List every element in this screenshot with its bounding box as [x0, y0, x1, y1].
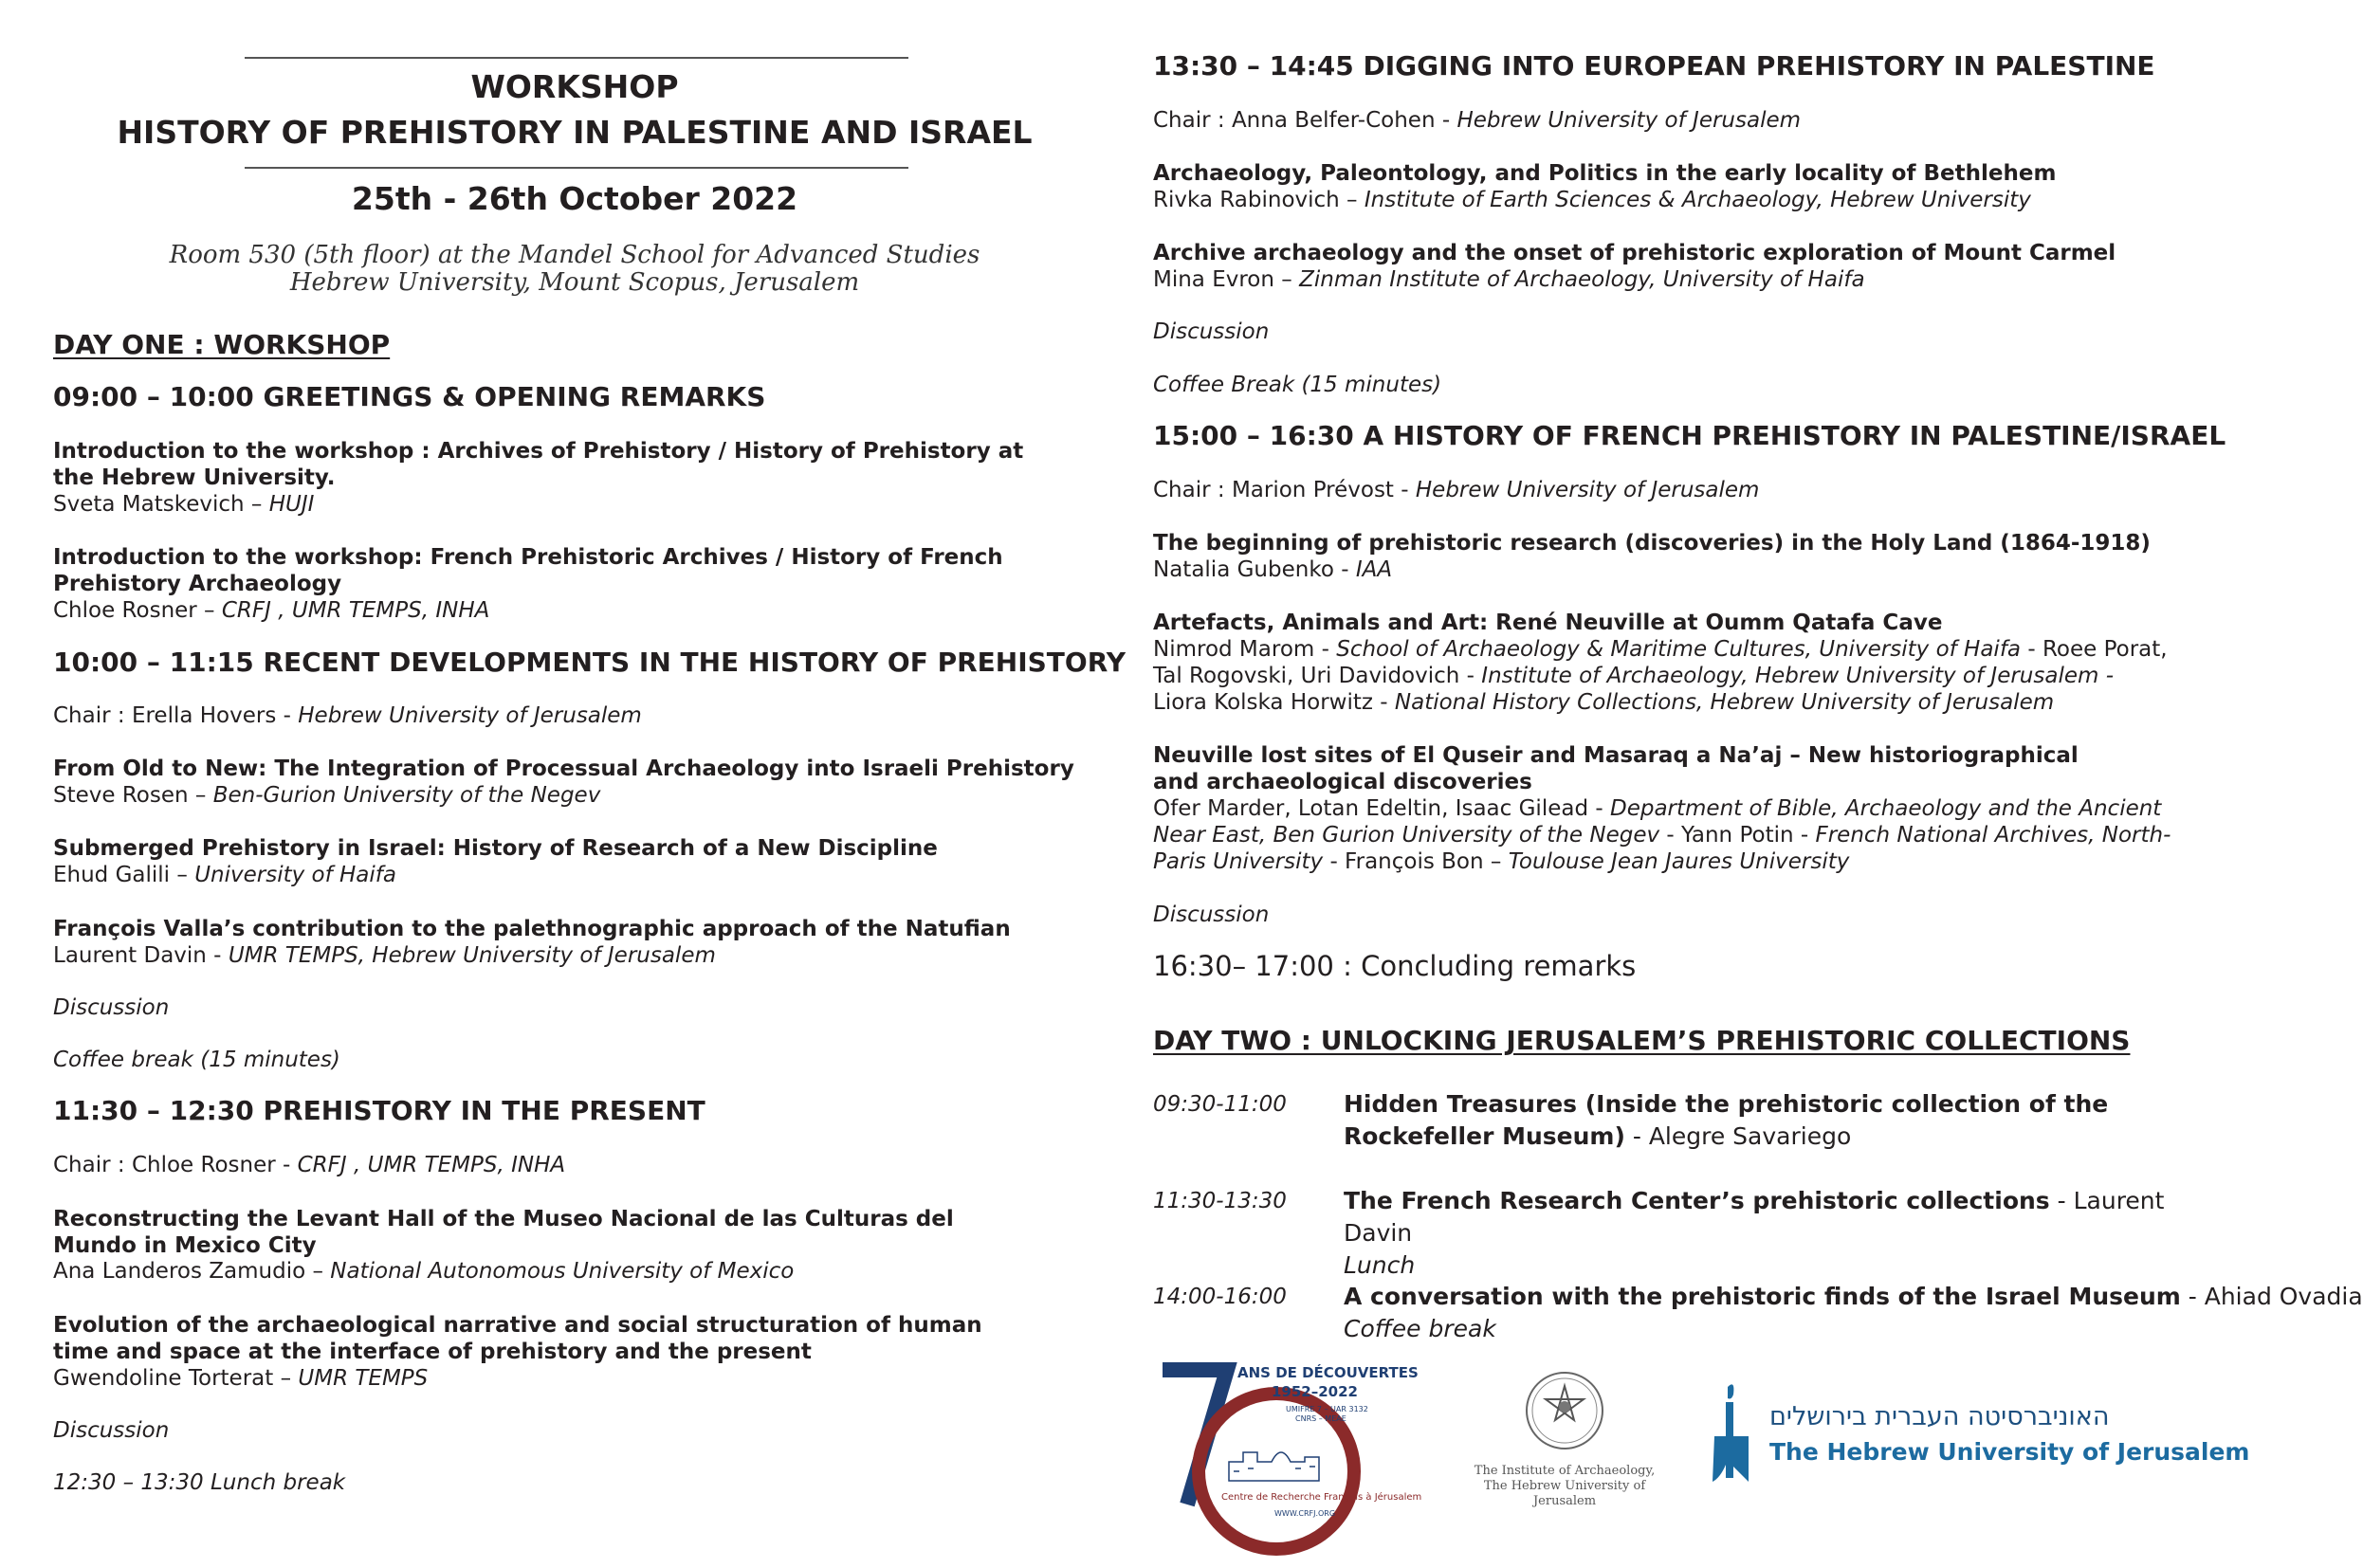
- schedule-title: A conversation with the prehistoric finds of the Israel Museum: [1344, 1283, 2181, 1310]
- chair-affiliation: CRFJ , UMR TEMPS, INHA: [297, 1153, 566, 1177]
- s3-talk-1-speaker: [53, 1258, 794, 1285]
- huji-torch-icon: [1707, 1379, 1764, 1493]
- s4-discussion: Discussion: [1153, 319, 1270, 344]
- s3-talk-2-speaker: [53, 1365, 428, 1392]
- session-4-heading: 13:30 – 14:45 DIGGING INTO EUROPEAN PREHISTORY IN PALESTINE: [1153, 50, 2155, 82]
- speaker-affiliation: UMR TEMPS: [298, 1366, 429, 1391]
- s2-talk-3-title: François Valla’s contribution to the palethnographic approach of the Natufian: [53, 917, 1011, 941]
- schedule-title: The French Research Center’s prehistoric collections: [1344, 1187, 2050, 1214]
- s5-talk-2-speakers-line-1: [1153, 636, 2168, 663]
- s4-talk-1-title: Archaeology, Paleontology, and Politics in the early locality of Bethlehem: [1153, 161, 2057, 186]
- speaker-affiliation: Ben-Gurion University of the Negev: [212, 783, 601, 808]
- chair-name: Chair : Chloe Rosner -: [53, 1153, 298, 1177]
- speaker-affiliation: Zinman Institute of Archaeology, University of Haifa: [1299, 267, 1865, 292]
- venue-line-1: Room 530 (5th floor) at the Mandel School for Advanced Studies: [169, 241, 980, 269]
- speaker-affiliation: UMR TEMPS, Hebrew University of Jerusalem: [228, 943, 716, 968]
- s1-talk-2-speaker: [53, 597, 489, 624]
- schedule-item: [1344, 1185, 2202, 1282]
- s2-talk-1-title: From Old to New: The Integration of Processual Archaeology into Israeli Prehistory: [53, 757, 1074, 781]
- session-2-heading: 10:00 – 11:15 RECENT DEVELOPMENTS IN THE HISTORY OF PREHISTORY: [53, 647, 1127, 678]
- speaker-affiliation: National Autonomous University of Mexico: [330, 1259, 795, 1284]
- s5-talk-3-title: Neuville lost sites of El Quseir and Masaraq a Na’aj – New historiographical and archaeological discoveries: [1153, 743, 2079, 794]
- speaker-affiliation: French National Archives, North-: [1815, 823, 2171, 848]
- speaker-affiliation: Near East, Ben Gurion University of the Negev: [1153, 823, 1660, 848]
- venue: [53, 242, 1096, 297]
- s2-talk-2-speaker: [53, 862, 396, 888]
- header: [53, 64, 1096, 155]
- s2-talk-3-speaker: [53, 942, 716, 969]
- jerusalem-skyline-icon: [1229, 1452, 1319, 1481]
- s2-discussion: Discussion: [53, 995, 170, 1020]
- session-5-heading: 15:00 – 16:30 A HISTORY OF FRENCH PREHISTORY IN PALESTINE/ISRAEL: [1153, 420, 2226, 451]
- s5-talk-3-speakers-line-3: [1153, 848, 1849, 875]
- schedule-title: Hidden Treasures (Inside the prehistoric collection of the Rockefeller Museum): [1344, 1090, 2109, 1150]
- crfj-years-label: ANS DE DÉCOUVERTES: [1237, 1364, 1419, 1381]
- huji-hebrew-name: האוניברסיטה העברית בירושלים: [1769, 1402, 2110, 1431]
- speaker-name: Gwendoline Torterat –: [53, 1366, 299, 1391]
- schedule-speaker: - Ahiad Ovadia: [2180, 1283, 2363, 1310]
- chair-affiliation: Hebrew University of Jerusalem: [1456, 108, 1802, 133]
- chair-name: Chair : Marion Prévost -: [1153, 478, 1416, 502]
- schedule-speaker: - Laurent Davin: [1344, 1187, 2165, 1247]
- speaker-name: Tal Rogovski, Uri Davidovich -: [1153, 664, 1482, 688]
- schedule-speaker: - Alegre Savariego: [1624, 1122, 1852, 1150]
- s3-discussion: Discussion: [53, 1418, 170, 1443]
- s2-talk-2-title: Submerged Prehistory in Israel: History of Research of a New Discipline: [53, 836, 938, 861]
- chair-name: Chair : Erella Hovers -: [53, 703, 299, 728]
- speaker-affiliation: IAA: [1355, 557, 1393, 582]
- s4-chair: [1153, 108, 1801, 133]
- schedule-note: Lunch: [1344, 1251, 1416, 1279]
- speaker-affiliation: School of Archaeology & Maritime Cultures, University of Haifa: [1336, 637, 2022, 662]
- speaker-name: Nimrod Marom -: [1153, 637, 1337, 662]
- s5-talk-2-speakers-line-3: [1153, 689, 2054, 716]
- s2-talk-1-speaker: [53, 782, 600, 809]
- lunch-break: 12:30 – 13:30 Lunch break: [53, 1470, 346, 1495]
- speaker-name: Mina Evron –: [1153, 267, 1300, 292]
- huji-english-name: The Hebrew University of Jerusalem: [1769, 1438, 2250, 1466]
- s5-chair: [1153, 478, 1759, 502]
- hebrew-university-logo: [1707, 1379, 2250, 1512]
- s5-talk-2-title: Artefacts, Animals and Art: René Neuville at Oumm Qatafa Cave: [1153, 611, 1943, 635]
- s5-talk-2-speakers-line-2: [1153, 663, 2114, 689]
- speaker-affiliation: National History Collections, Hebrew University of Jerusalem: [1394, 690, 2055, 715]
- institute-seal-icon: [1522, 1365, 1607, 1460]
- s5-talk-1-title: The beginning of prehistoric research (discoveries) in the Holy Land (1864-1918): [1153, 531, 2151, 556]
- s3-talk-2-title: Evolution of the archaeological narrative and social structuration of human time and space at the interface of prehistory and the present: [53, 1313, 982, 1364]
- s1-talk-2-title: Introduction to the workshop: French Prehistoric Archives / History of French Prehistory Archaeology: [53, 545, 1003, 596]
- s5-talk-3-speakers-line-1: [1153, 795, 2161, 822]
- speaker-name: Ehud Galili –: [53, 863, 195, 887]
- header-line-title: HISTORY OF PREHISTORY IN PALESTINE AND ISRAEL: [117, 114, 1033, 151]
- schedule-item: [1344, 1281, 2363, 1345]
- header-rule-top: [245, 57, 908, 59]
- header-line-workshop: WORKSHOP: [470, 68, 679, 105]
- s4-talk-2-title: Archive archaeology and the onset of prehistoric exploration of Mount Carmel: [1153, 241, 2116, 265]
- chair-affiliation: Hebrew University of Jerusalem: [298, 703, 642, 728]
- speaker-name: Rivka Rabinovich –: [1153, 188, 1365, 212]
- s3-chair: [53, 1153, 565, 1177]
- speaker-name: - Roee Porat,: [2021, 637, 2168, 662]
- s4-talk-2-speaker: [1153, 266, 1865, 293]
- venue-line-2: Hebrew University, Mount Scopus, Jerusalem: [289, 268, 860, 297]
- s5-discussion: Discussion: [1153, 903, 1270, 927]
- s1-talk-1-speaker: [53, 491, 314, 518]
- speaker-affiliation: Institute of Archaeology, Hebrew University of Jerusalem -: [1481, 664, 2115, 688]
- crfj-url: WWW.CRFJ.ORG: [1274, 1509, 1336, 1518]
- s4-coffee-break: Coffee Break (15 minutes): [1153, 373, 1442, 397]
- schedule-item: [1344, 1088, 2202, 1153]
- schedule-time: 11:30-13:30: [1153, 1189, 1287, 1213]
- crfj-name: Centre de Recherche Français à Jérusalem: [1221, 1492, 1422, 1503]
- speaker-affiliation: Paris University: [1153, 849, 1324, 874]
- s3-talk-1-title: Reconstructing the Levant Hall of the Museo Nacional de las Culturas del Mundo in Mexico City: [53, 1207, 954, 1258]
- speaker-affiliation: Toulouse Jean Jaures University: [1508, 849, 1850, 874]
- speaker-name: - Yann Potin -: [1659, 823, 1816, 848]
- crfj-years-range: 1952–2022: [1272, 1383, 1358, 1400]
- s4-talk-1-speaker: [1153, 187, 2031, 213]
- header-rule-bottom: [245, 167, 908, 169]
- day-one-title: DAY ONE : WORKSHOP: [53, 329, 391, 360]
- day-two-title: DAY TWO : UNLOCKING JERUSALEM’S PREHISTORIC COLLECTIONS: [1153, 1025, 2131, 1056]
- s5-talk-3-speakers-line-2: [1153, 822, 2171, 848]
- session-1-heading: 09:00 – 10:00 GREETINGS & OPENING REMARKS: [53, 381, 766, 412]
- chair-affiliation: Hebrew University of Jerusalem: [1415, 478, 1760, 502]
- speaker-affiliation: University of Haifa: [194, 863, 396, 887]
- crfj-logo-graphic: [1153, 1362, 1422, 1552]
- schedule-time: 09:30-11:00: [1153, 1092, 1287, 1117]
- speaker-name: - François Bon –: [1323, 849, 1509, 874]
- speaker-affiliation: Department of Bible, Archaeology and the Ancient: [1609, 796, 2162, 821]
- s1-talk-1-title: Introduction to the workshop : Archives of Prehistory / History of Prehistory at the Hebrew University.: [53, 439, 1024, 490]
- speaker-affiliation: CRFJ , UMR TEMPS, INHA: [221, 598, 490, 623]
- speaker-affiliation: Institute of Earth Sciences & Archaeology, Hebrew University: [1364, 188, 2031, 212]
- speaker-name: Laurent Davin -: [53, 943, 229, 968]
- speaker-name: Chloe Rosner –: [53, 598, 222, 623]
- chair-name: Chair : Anna Belfer-Cohen -: [1153, 108, 1457, 133]
- speaker-name: Ofer Marder, Lotan Edeltin, Isaac Gilead -: [1153, 796, 1610, 821]
- s5-talk-1-speaker: [1153, 556, 1392, 583]
- speaker-affiliation: HUJI: [268, 492, 315, 517]
- crfj-umifre: UMIFRE 7 – UAR 3132: [1286, 1405, 1368, 1413]
- s2-chair: [53, 703, 642, 728]
- crfj-70-years-logo: [1153, 1362, 1422, 1552]
- speaker-name: Natalia Gubenko -: [1153, 557, 1356, 582]
- speaker-name: Sveta Matskevich –: [53, 492, 269, 517]
- crfj-cnrs: CNRS – MEAE: [1295, 1414, 1346, 1423]
- s2-coffee-break: Coffee break (15 minutes): [53, 1048, 340, 1072]
- session-3-heading: 11:30 – 12:30 PREHISTORY IN THE PRESENT: [53, 1095, 705, 1126]
- institute-name-line-1: The Institute of Archaeology,: [1474, 1464, 1656, 1478]
- institute-of-archaeology-logo: [1460, 1365, 1669, 1545]
- event-dates: 25th - 26th October 2022: [351, 180, 798, 217]
- schedule-note: Coffee break: [1344, 1315, 1496, 1342]
- speaker-name: Ana Landeros Zamudio –: [53, 1259, 331, 1284]
- concluding-remarks: 16:30– 17:00 : Concluding remarks: [1153, 950, 1637, 982]
- schedule-time: 14:00-16:00: [1153, 1285, 1287, 1309]
- speaker-name: Steve Rosen –: [53, 783, 213, 808]
- institute-name-line-2: The Hebrew University of Jerusalem: [1483, 1479, 1646, 1508]
- speaker-name: Liora Kolska Horwitz -: [1153, 690, 1395, 715]
